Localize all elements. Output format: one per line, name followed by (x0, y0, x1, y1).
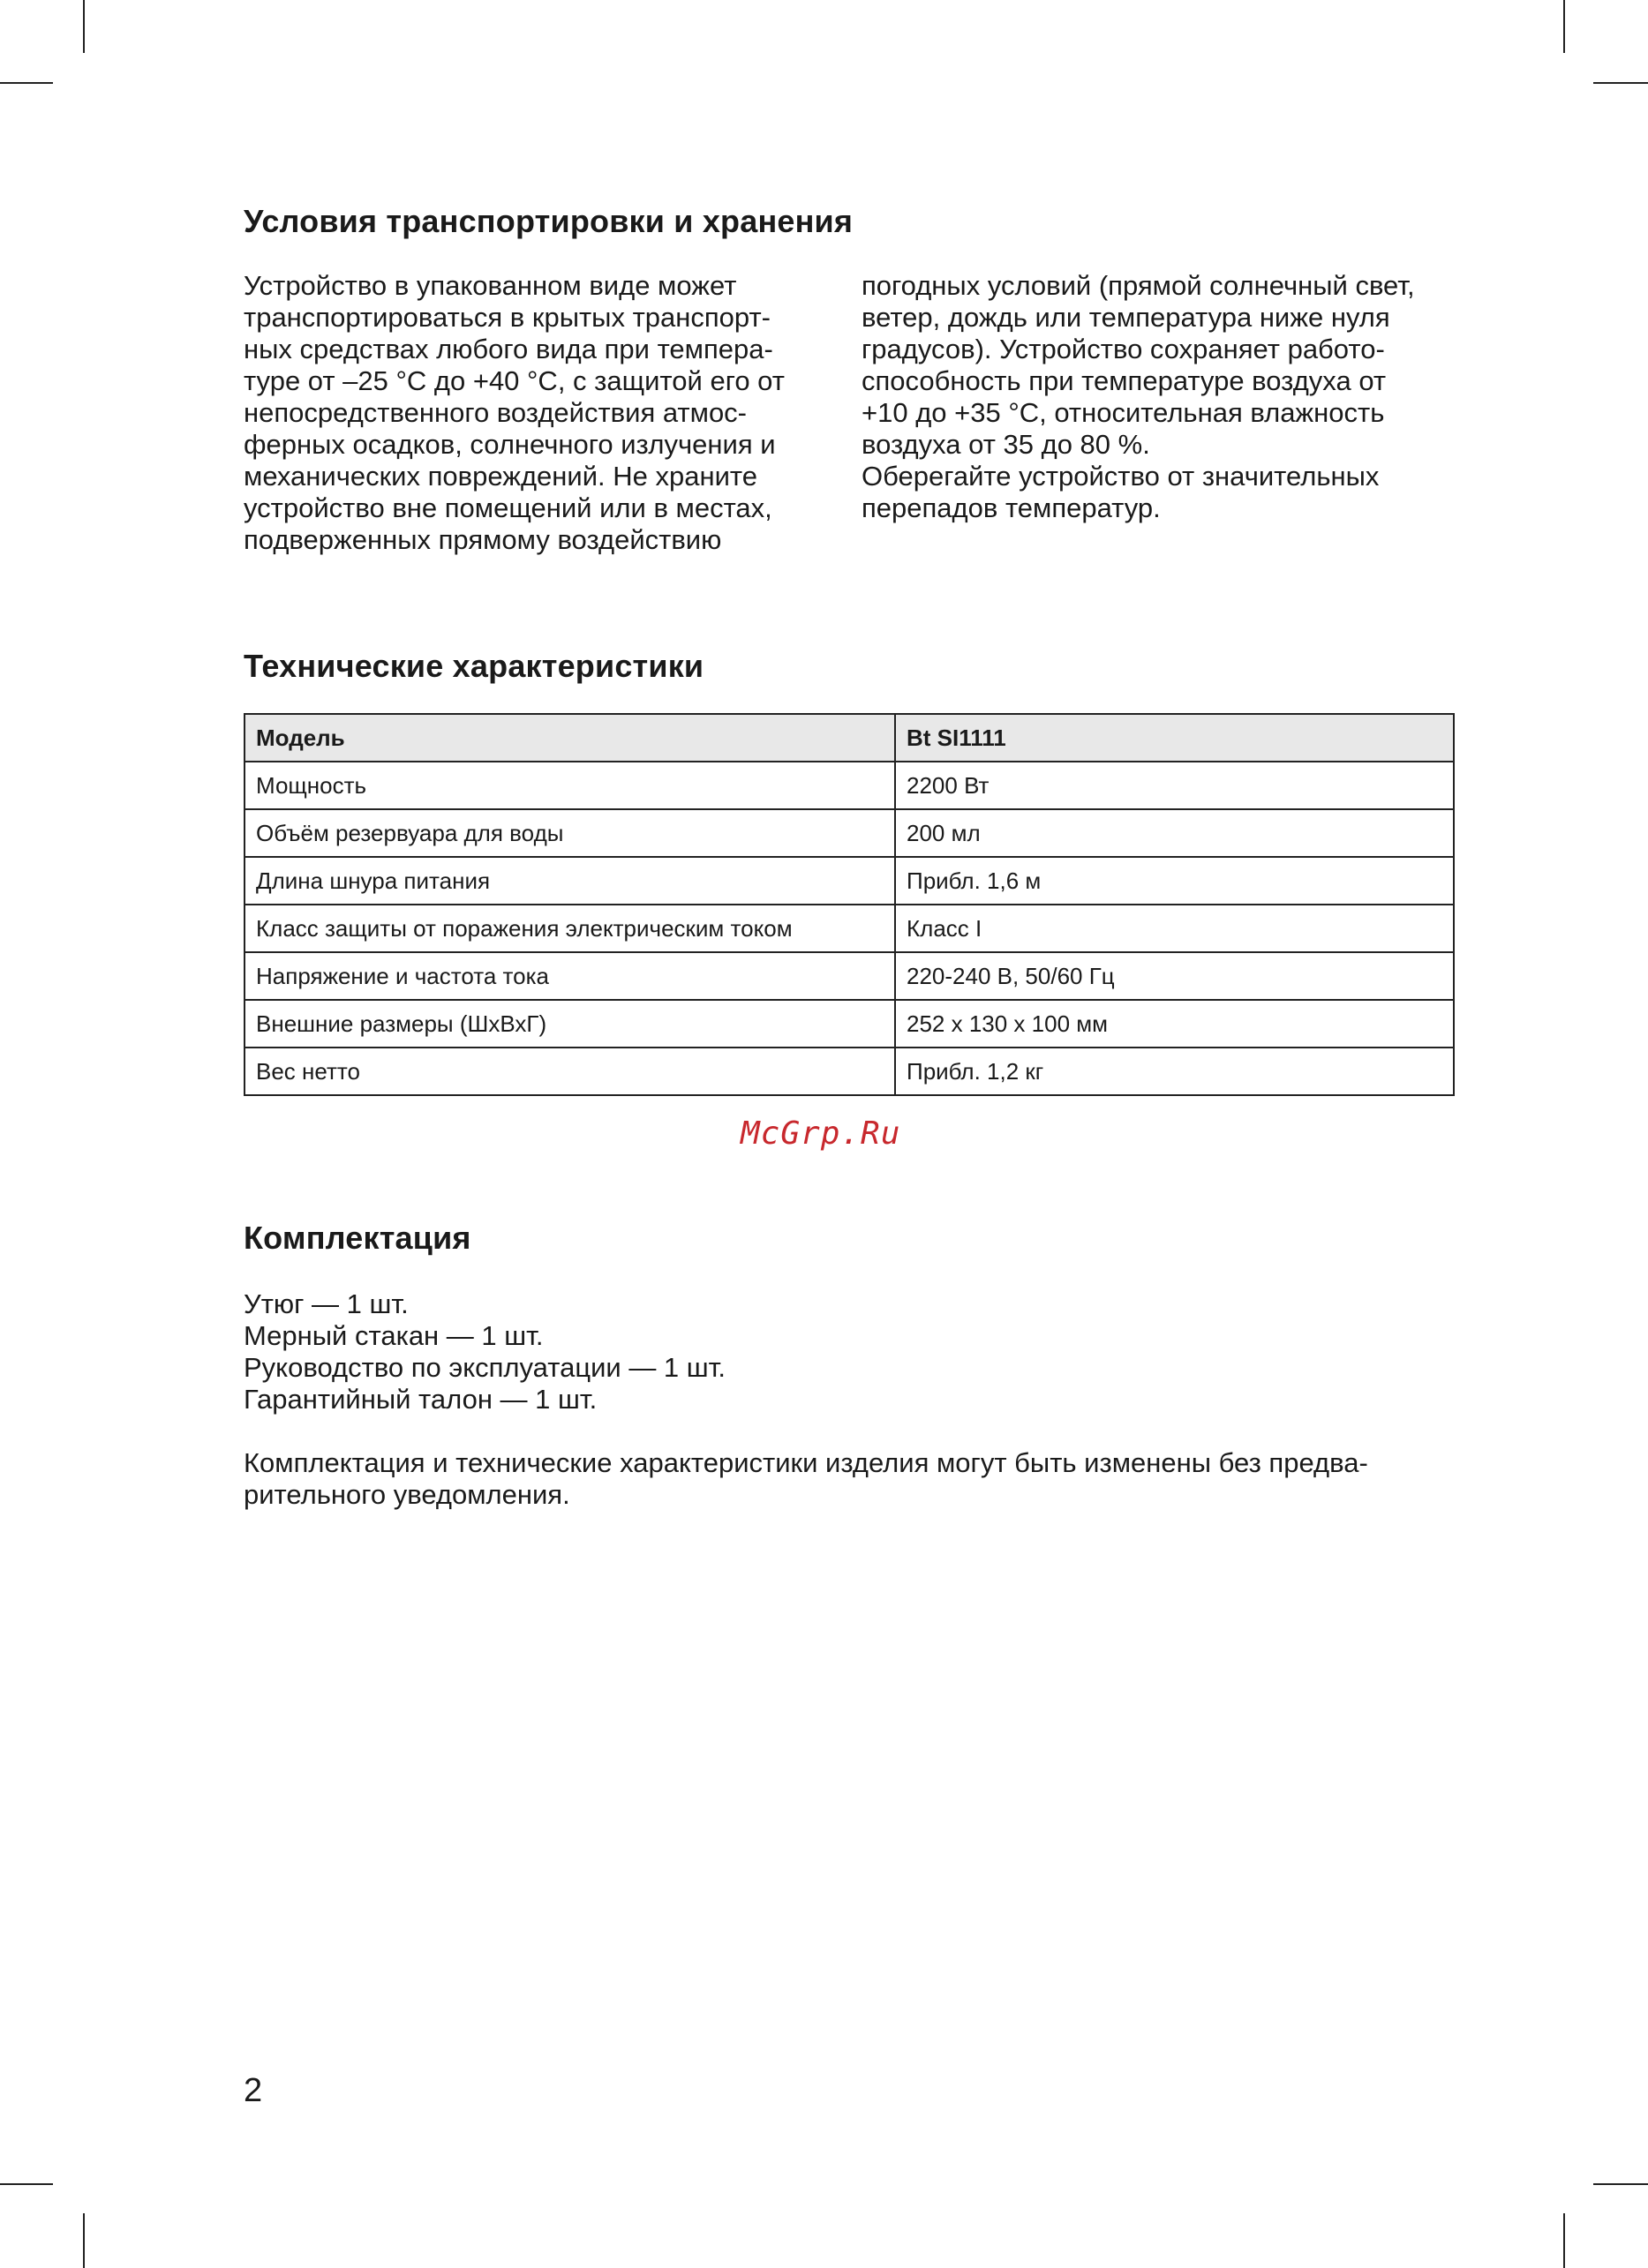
text-line: Устройство в упакованном виде может (244, 270, 737, 301)
table-header-cell: Bt SI1111 (895, 714, 1454, 762)
specs-heading: Технические характеристики (244, 648, 704, 684)
list-item: Утюг — 1 шт. (244, 1288, 409, 1319)
table-row (245, 809, 1454, 857)
kit-list (244, 1288, 726, 1416)
table-header-cell: Модель (245, 714, 895, 762)
text-line: способность при температуре воздуха от (862, 365, 1387, 396)
crop-mark-bottom-left (83, 2213, 85, 2268)
transport-text (244, 270, 1455, 556)
text-line: ферных осадков, солнечного излучения и (244, 429, 776, 460)
text-line: ных средствах любого вида при темпера- (244, 334, 773, 364)
list-item: Руководство по эксплуатации — 1 шт. (244, 1352, 726, 1383)
table-row (245, 1048, 1454, 1095)
text-line: рительного уведомления. (244, 1479, 570, 1510)
table-cell-key: Внешние размеры (ШхВхГ) (245, 1000, 895, 1048)
text-line: перепадов температур. (862, 492, 1161, 523)
text-line: Комплектация и технические характеристики изделия могут быть изменены без предва- (244, 1447, 1368, 1478)
table-cell-value: 252 х 130 х 100 мм (895, 1000, 1454, 1048)
text-line: транспортироваться в крытых транспорт- (244, 302, 771, 333)
crop-mark-bottom-right (1563, 2213, 1565, 2268)
crop-mark-bottom-right-h (1593, 2183, 1648, 2185)
table-cell-key: Напряжение и частота тока (245, 952, 895, 1000)
table-cell-key: Мощность (245, 762, 895, 809)
table-header-row (245, 714, 1454, 762)
crop-mark-top-right-h (1593, 82, 1648, 84)
text-line: ветер, дождь или температура ниже нуля (862, 302, 1390, 333)
text-line: устройство вне помещений или в местах, (244, 492, 772, 523)
table-cell-key: Объём резервуара для воды (245, 809, 895, 857)
list-item: Гарантийный талон — 1 шт. (244, 1384, 598, 1415)
text-line: туре от –25 °C до +40 °C, с защитой его от (244, 365, 785, 396)
table-cell-value: 200 мл (895, 809, 1454, 857)
crop-mark-bottom-left-h (0, 2183, 53, 2185)
table-cell-key: Класс защиты от поражения электрическим током (245, 905, 895, 952)
crop-mark-top-left (83, 0, 85, 53)
text-line: непосредственного воздействия атмос- (244, 397, 748, 428)
change-notice (244, 1447, 1455, 1511)
table-cell-key: Длина шнура питания (245, 857, 895, 905)
table-cell-value: 220-240 В, 50/60 Гц (895, 952, 1454, 1000)
page-number: 2 (244, 2072, 263, 2109)
text-line: Оберегайте устройство от значительных (862, 461, 1380, 492)
list-item: Мерный стакан — 1 шт. (244, 1320, 544, 1351)
crop-mark-top-left-h (0, 82, 53, 84)
transport-left-column (244, 270, 837, 556)
table-row (245, 762, 1454, 809)
text-line: погодных условий (прямой солнечный свет, (862, 270, 1415, 301)
table-row (245, 1000, 1454, 1048)
watermark-link[interactable]: McGrp.Ru (741, 1115, 901, 1152)
kit-heading: Комплектация (244, 1220, 471, 1256)
table-cell-value: Класс I (895, 905, 1454, 952)
text-line: воздуха от 35 до 80 %. (862, 429, 1150, 460)
text-line: градусов). Устройство сохраняет работо- (862, 334, 1385, 364)
text-line: механических повреждений. Не храните (244, 461, 758, 492)
table-row (245, 905, 1454, 952)
crop-mark-top-right (1563, 0, 1565, 53)
table-row (245, 857, 1454, 905)
specs-table (244, 713, 1455, 1096)
table-cell-value: Прибл. 1,2 кг (895, 1048, 1454, 1095)
table-cell-value: 2200 Вт (895, 762, 1454, 809)
table-cell-key: Вес нетто (245, 1048, 895, 1095)
text-line: +10 до +35 °C, относительная влажность (862, 397, 1385, 428)
text-line: подверженных прямому воздействию (244, 524, 722, 555)
table-row (245, 952, 1454, 1000)
table-cell-value: Прибл. 1,6 м (895, 857, 1454, 905)
transport-heading: Условия транспортировки и хранения (244, 203, 854, 239)
transport-right-column (862, 270, 1455, 556)
